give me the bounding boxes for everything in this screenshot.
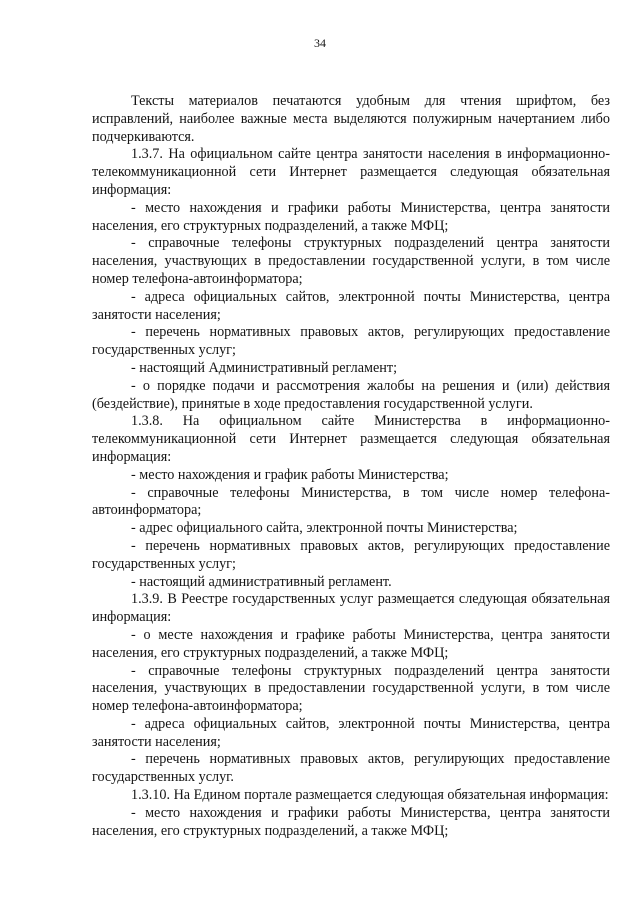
list-item: - адреса официальных сайтов, электронной почты Министерства, центра занятости населения;: [92, 288, 610, 323]
paragraph-1-3-10-heading: 1.3.10. На Едином портале размещается следующая обязательная информация:: [131, 787, 609, 804]
list-item: - перечень нормативных правовых актов, регулирующих предоставление государственных услуг;: [92, 537, 610, 572]
list-item: - адрес официального сайта, электронной почты Министерства;: [131, 520, 518, 537]
list-item: - справочные телефоны структурных подразделений центра занятости населения, участвующих в предоставлении государственной услуги, в том числе номер телефона-автоинформатора;: [92, 235, 610, 287]
list-item: - о порядке подачи и рассмотрения жалобы на решения и (или) действия (бездействие), принятые в ходе предоставления государственной услуги.: [92, 377, 610, 412]
list-item: - место нахождения и графики работы Министерства, центра занятости населения, его структурных подразделений, а также МФЦ;: [92, 199, 610, 234]
list-item: - о месте нахождения и графике работы Министерства, центра занятости населения, его структурных подразделений, а также МФЦ;: [92, 626, 610, 661]
list-item: - место нахождения и графики работы Министерства, центра занятости населения, его структурных подразделений, а также МФЦ;: [92, 804, 610, 839]
list-item: - справочные телефоны структурных подразделений центра занятости населения, участвующих в предоставлении государственной услуги, в том числе номер телефона-автоинформатора;: [92, 662, 610, 715]
list-item: - место нахождения и график работы Министерства;: [131, 466, 449, 483]
page-number: 34: [314, 36, 326, 50]
paragraph-1-3-7-heading: 1.3.7. На официальном сайте центра занятости населения в информационно-телекоммуникационной сети Интернет размещается следующая обязательная информация:: [92, 146, 610, 198]
list-item: - справочные телефоны Министерства, в том числе номер телефона-автоинформатора;: [92, 484, 610, 519]
list-item: - перечень нормативных правовых актов, регулирующих предоставление государственных услуг;: [92, 324, 610, 359]
paragraph-materials-font: Тексты материалов печатаются удобным для чтения шрифтом, без исправлений, наиболее важные места выделяются полужирным начертанием либо подчеркиваются.: [92, 93, 610, 145]
paragraph-1-3-9-heading: 1.3.9. В Реестре государственных услуг размещается следующая обязательная информация:: [92, 591, 610, 626]
document-body: [92, 93, 610, 840]
list-item: - настоящий административный регламент.: [131, 573, 392, 590]
list-item: - перечень нормативных правовых актов, регулирующих предоставление государственных услуг.: [92, 751, 610, 786]
list-item: - адреса официальных сайтов, электронной почты Министерства, центра занятости населения;: [92, 715, 610, 750]
paragraph-1-3-8-heading: 1.3.8. На официальном сайте Министерства в информационно-телекоммуникационной сети Интернет размещается следующая обязательная информация:: [92, 413, 610, 465]
list-item: - настоящий Административный регламент;: [131, 359, 398, 376]
